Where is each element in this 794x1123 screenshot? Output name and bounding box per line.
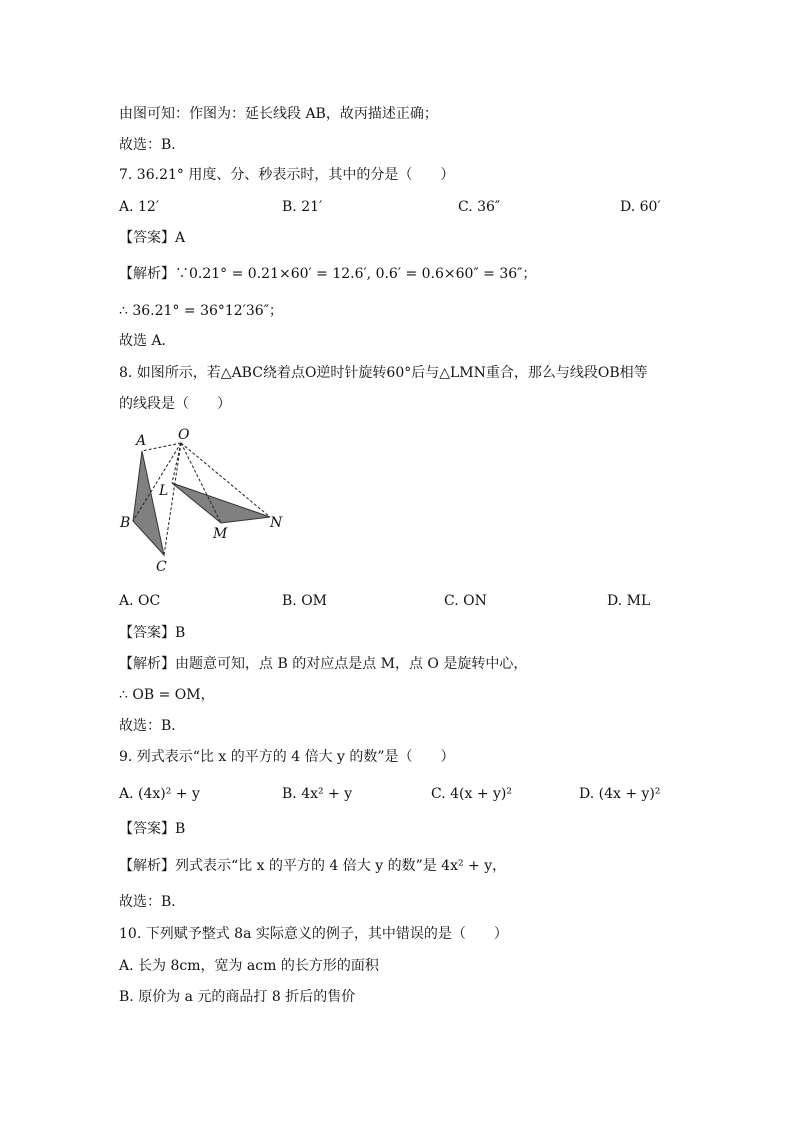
option-a: A. 长为 8cm，宽为 acm 的长方形的面积 <box>119 958 379 974</box>
option-b: B. 4x² + y <box>282 786 353 802</box>
option-c: C. ON <box>444 593 487 609</box>
option-a: A. (4x)² + y <box>119 786 200 802</box>
option-a: A. OC <box>119 593 161 609</box>
explanation: 【解析】由题意可知，点 B 的对应点是点 M，点 O 是旋转中心， <box>119 656 528 672</box>
question-8-cont: 的线段是（ ） <box>119 396 231 412</box>
question-10: 10. 下列赋予整式 8a 实际意义的例子，其中错误的是（ ） <box>119 926 508 942</box>
label-a: A <box>136 433 147 449</box>
option-c: C. 4(x + y)² <box>431 786 512 802</box>
text-line: 由图可知：作图为：延长线段 AB，故丙描述正确； <box>119 106 438 122</box>
triangle-abc <box>133 451 164 555</box>
option-b: B. OM <box>282 593 328 609</box>
explanation: ∴ 36.21° = 36°12′36″； <box>119 303 283 319</box>
option-d: D. ML <box>607 593 651 609</box>
option-d: D. (4x + y)² <box>579 786 661 802</box>
label-m: M <box>213 526 228 542</box>
answer: 【答案】A <box>119 230 186 246</box>
triangle-lmn <box>172 483 270 523</box>
label-o: O <box>178 427 190 443</box>
explanation: 【解析】列式表示“比 x 的平方的 4 倍大 y 的数”是 4x² + y， <box>119 858 507 874</box>
option-c: C. 36″ <box>458 199 501 215</box>
option-b: B. 21′ <box>282 199 323 215</box>
question-7: 7. 36.21° 用度、分、秒表示时，其中的分是（ ） <box>119 167 455 183</box>
selection: 故选：B． <box>119 718 186 734</box>
label-c: C <box>156 559 167 575</box>
explanation: 【解析】∵0.21° = 0.21×60′ = 12.6′, 0.6′ = 0.6×60″ = 36″； <box>119 266 537 282</box>
answer: 【答案】B <box>119 821 186 837</box>
text-line: 故选：B． <box>119 137 186 153</box>
question-8: 8. 如图所示，若△ABC绕着点O逆时针旋转60°后与△LMN重合，那么与线段OB相等 <box>119 365 648 381</box>
explanation: ∴ OB = OM， <box>119 687 215 703</box>
rotation-figure <box>115 425 295 575</box>
option-d: D. 60′ <box>620 199 661 215</box>
label-b: B <box>120 515 131 531</box>
selection: 故选：B． <box>119 894 186 910</box>
label-l: L <box>159 483 169 499</box>
label-n: N <box>270 515 283 531</box>
selection: 故选 A． <box>119 333 176 349</box>
option-a: A. 12′ <box>119 199 160 215</box>
question-9: 9. 列式表示“比 x 的平方的 4 倍大 y 的数”是（ ） <box>119 749 455 765</box>
option-b: B. 原价为 a 元的商品打 8 折后的售价 <box>119 989 356 1005</box>
answer: 【答案】B <box>119 625 186 641</box>
